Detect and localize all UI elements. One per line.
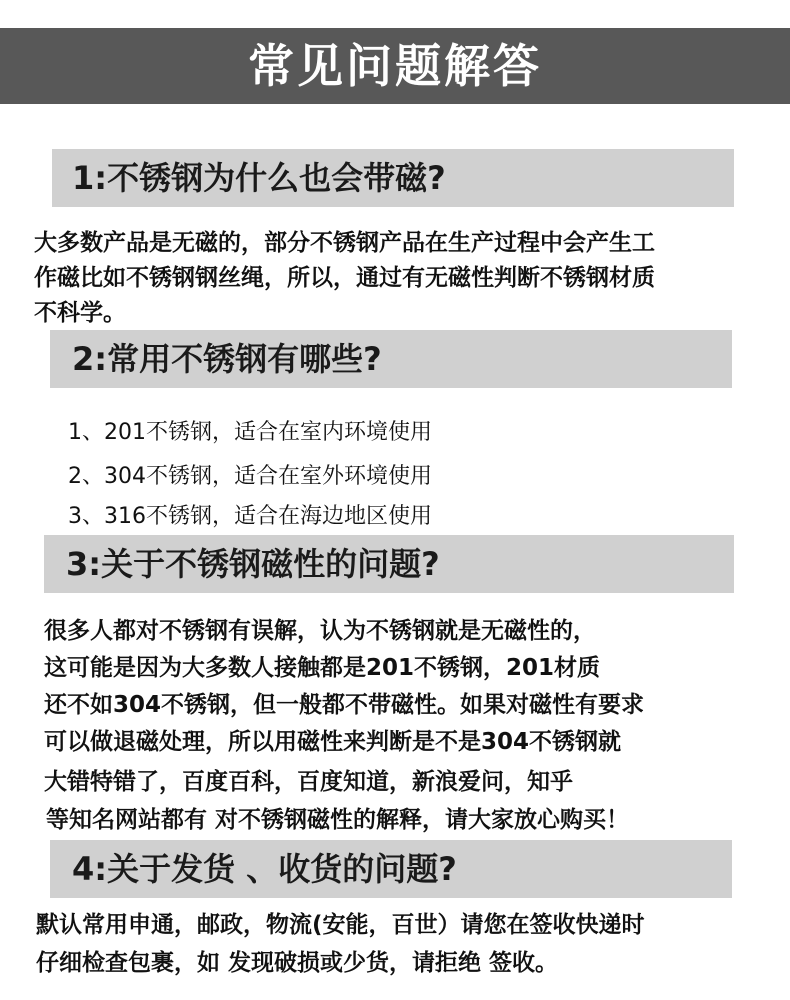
answer-3-line-1: 很多人都对不锈钢有误解，认为不锈钢就是无磁性的， (44, 618, 596, 644)
answer-1-line-1: 大多数产品是无磁的，部分不锈钢产品在生产过程中会产生工 (34, 230, 655, 256)
question-bar-2 (50, 330, 732, 388)
answer-4-line-2: 仔细检查包裹，如 发现破损或少货，请拒绝 签收。 (36, 950, 559, 976)
question-3: 3:关于不锈钢磁性的问题? (66, 545, 440, 583)
answer-1-line-2: 作磁比如不锈钢钢丝绳，所以，通过有无磁性判断不锈钢材质 (34, 265, 655, 291)
answer-1-line-3: 不科学。 (34, 300, 126, 326)
answer-2-line-2: 2、304不锈钢，适合在室外环境使用 (68, 464, 432, 489)
question-4: 4:关于发货 、收货的问题? (72, 850, 457, 888)
page-title: 常见问题解答 (248, 39, 542, 93)
answer-3-line-6: 等知名网站都有 对不锈钢磁性的解释，请大家放心购买！ (46, 807, 630, 833)
answer-2-line-3: 3、316不锈钢，适合在海边地区使用 (68, 504, 432, 529)
answer-2-line-1: 1、201不锈钢，适合在室内环境使用 (68, 420, 432, 445)
answer-3-line-2: 这可能是因为大多数人接触都是201不锈钢，201材质 (44, 655, 601, 681)
answer-4-line-1: 默认常用申通，邮政，物流(安能，百世）请您在签收快递时 (36, 912, 645, 938)
question-bar-1 (52, 149, 734, 207)
answer-3-line-3: 还不如304不锈钢，但一般都不带磁性。如果对磁性有要求 (44, 692, 645, 718)
question-bar-4 (50, 840, 732, 898)
question-1: 1:不锈钢为什么也会带磁? (72, 159, 446, 197)
answer-3-line-5: 大错特错了，百度百科，百度知道，新浪爱问，知乎 (44, 769, 573, 795)
page-header (0, 28, 790, 104)
answer-3-line-4: 可以做退磁处理，所以用磁性来判断是不是304不锈钢就 (44, 729, 622, 755)
question-bar-3 (44, 535, 734, 593)
question-2: 2:常用不锈钢有哪些? (72, 340, 382, 378)
